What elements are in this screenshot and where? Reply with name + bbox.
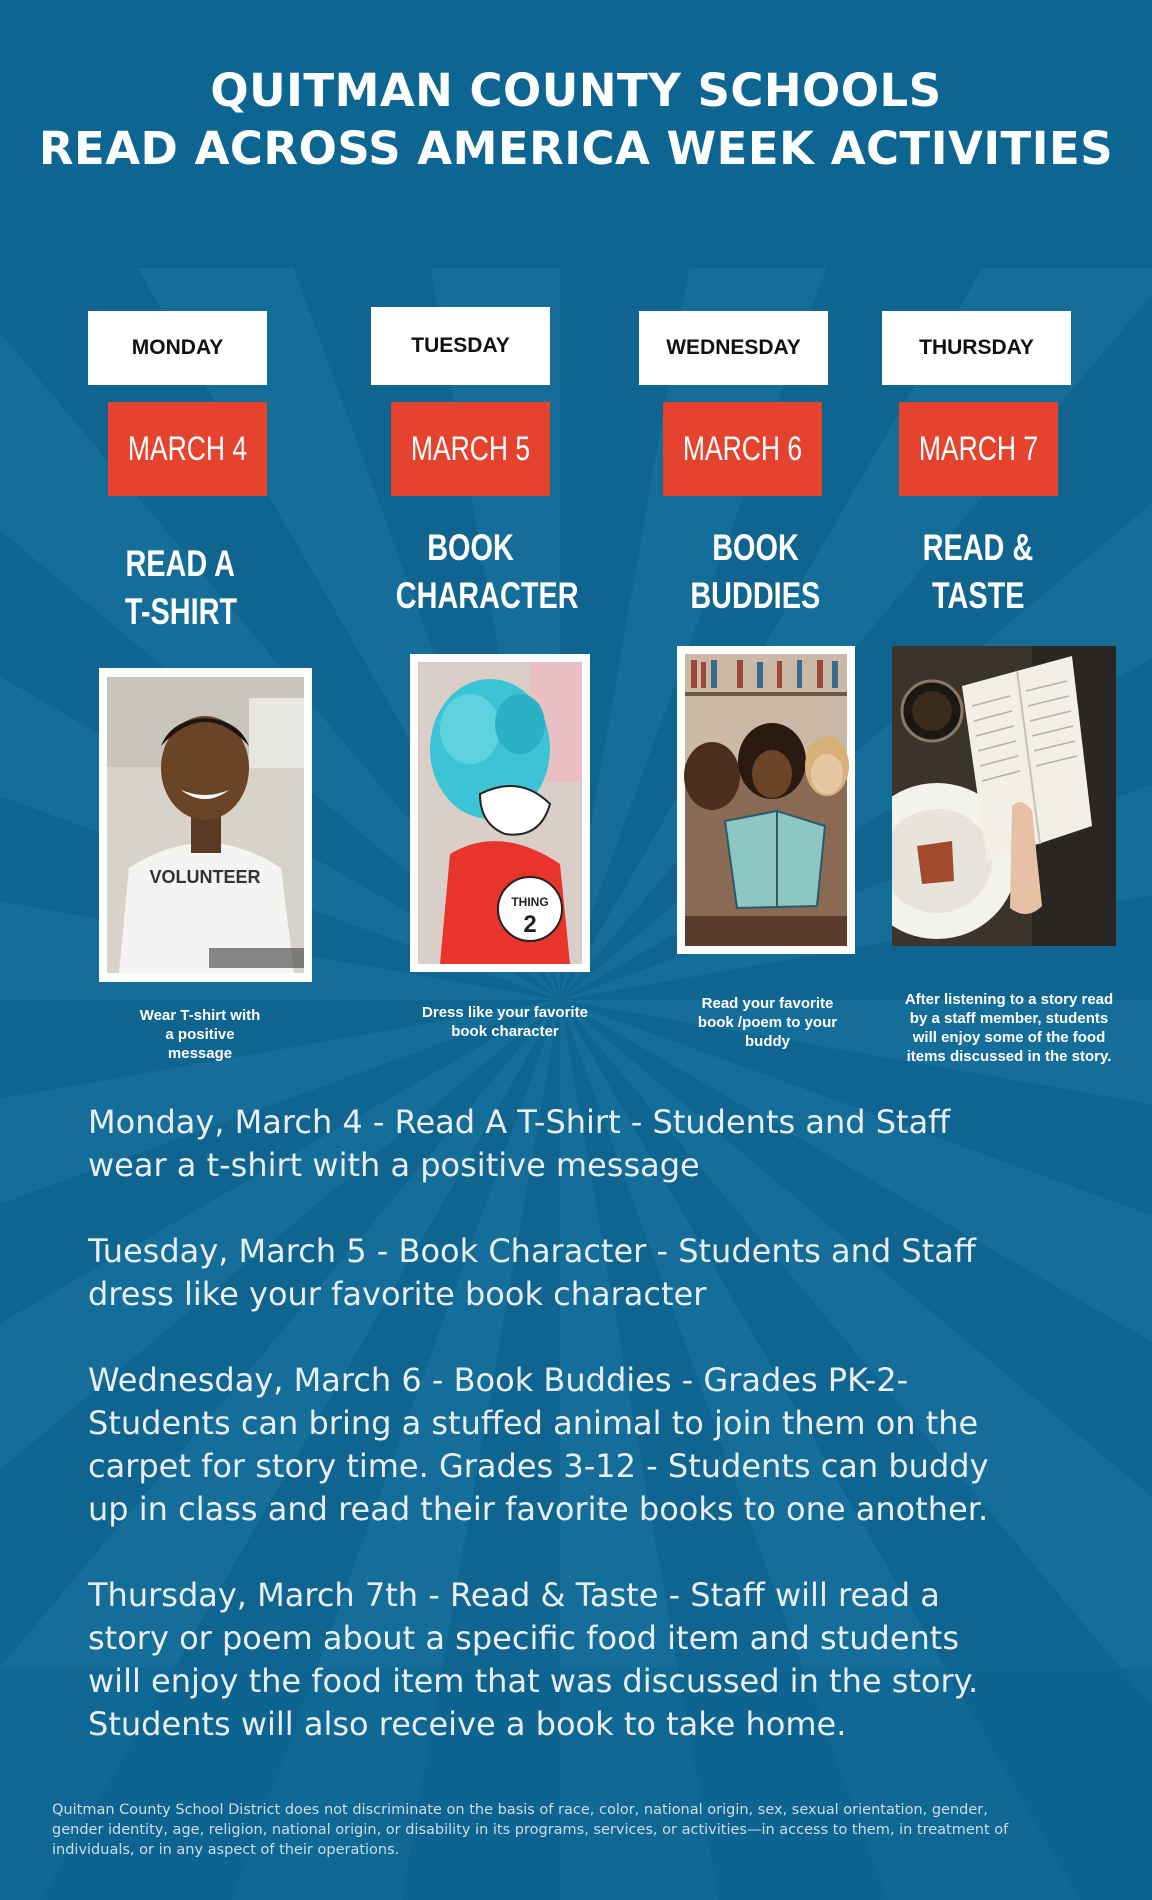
day-label-tuesday: TUESDAY bbox=[371, 307, 550, 385]
date-badge-wednesday: MARCH 6 bbox=[663, 402, 822, 496]
caption-monday: Wear T-shirt with a positive message bbox=[139, 1007, 261, 1062]
photo-monday bbox=[99, 668, 312, 982]
day-label-thursday: THURSDAY bbox=[882, 311, 1071, 385]
activity-title-thursday: READ & TASTE bbox=[922, 527, 1034, 616]
date-badge-monday: MARCH 4 bbox=[108, 402, 267, 496]
detail-wednesday: Wednesday, March 6 - Book Buddies - Grades PK-2- Students can bring a stuffed animal to join them on the carpet for story time. Grades 3-12 - Students can buddy up in class and read their favorite books to one another. bbox=[88, 1361, 989, 1528]
caption-thursday: After listening to a story read by a staff member, students will enjoy some of the food items discussed in the story. bbox=[904, 991, 1114, 1065]
day-label-monday: MONDAY bbox=[88, 311, 267, 385]
photo-tuesday bbox=[410, 654, 590, 972]
svg-text:VOLUNTEER: VOLUNTEER bbox=[149, 867, 261, 887]
svg-text:THING: THING bbox=[511, 895, 549, 909]
activity-title-tuesday: BOOK CHARACTER bbox=[395, 527, 579, 616]
activity-title-monday: READ A T-SHIRT bbox=[124, 543, 237, 632]
photo-thursday bbox=[892, 646, 1116, 946]
photo-wednesday bbox=[677, 646, 855, 954]
nondiscrimination-footer: Quitman County School District does not discriminate on the basis of race, color, national origin, sex, sexual orientation, gender, gender identity, age, religion, national origin, or disability in its programs, services, or activities—in access to them, in treatment of individuals, or in any aspect of their operations. bbox=[52, 1802, 1009, 1858]
detail-monday: Monday, March 4 - Read A T-Shirt - Students and Staff wear a t-shirt with a positive message bbox=[88, 1103, 951, 1184]
detail-thursday: Thursday, March 7th - Read & Taste - Staff will read a story or poem about a specific food item and students will enjoy the food item that was discussed in the story. Students will also receive a book to take home. bbox=[88, 1576, 979, 1743]
day-label-wednesday: WEDNESDAY bbox=[639, 311, 828, 385]
date-badge-thursday: MARCH 7 bbox=[899, 402, 1058, 496]
caption-wednesday: Read your favorite book /poem to your buddy bbox=[697, 995, 838, 1050]
title-line-2: READ ACROSS AMERICA WEEK ACTIVITIES bbox=[38, 122, 1114, 175]
caption-tuesday: Dress like your favorite book character bbox=[422, 1004, 588, 1040]
page-title bbox=[0, 62, 1152, 178]
svg-text:2: 2 bbox=[523, 911, 537, 938]
activity-title-wednesday: BOOK BUDDIES bbox=[690, 527, 820, 616]
detail-tuesday: Tuesday, March 5 - Book Character - Students and Staff dress like your favorite book character bbox=[88, 1232, 976, 1313]
title-line-1: QUITMAN COUNTY SCHOOLS bbox=[210, 64, 942, 117]
date-badge-tuesday: MARCH 5 bbox=[391, 402, 550, 496]
